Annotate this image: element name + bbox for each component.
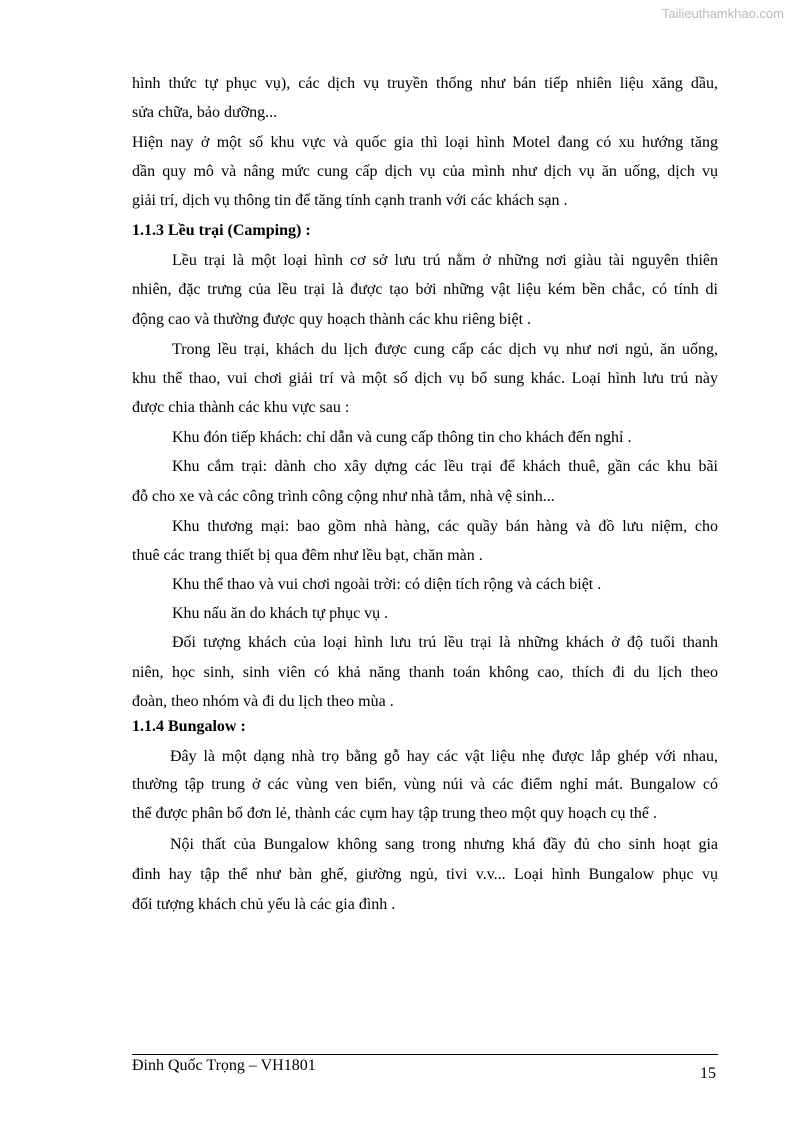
watermark: Tailieuthamkhao.com — [661, 6, 784, 21]
text-line: thuê các trang thiết bị qua đêm như lều bạt, chăn màn . — [132, 547, 483, 564]
text-line: sửa chữa, bảo dưỡng... — [132, 104, 278, 121]
text-line: niên, học sinh, sinh viên có khả năng thanh toán không cao, thích đi du lịch theo — [132, 664, 718, 681]
text-line: Đối tượng khách của loại hình lưu trú lều trại là những khách ở độ tuổi thanh — [172, 634, 718, 651]
section-heading: 1.1.4 Bungalow : — [132, 718, 246, 735]
text-line: nhiên, đặc trưng của lều trại là được tạo bởi những vật liệu kém bền chắc, có tính di — [132, 281, 718, 298]
footer-author: Đinh Quốc Trọng – VH1801 — [132, 1057, 316, 1074]
text-line: Trong lều trại, khách du lịch được cung cấp các dịch vụ như nơi ngủ, ăn uống, — [172, 341, 718, 358]
text-line: dần quy mô và nâng mức cung cấp dịch vụ của mình như dịch vụ ăn uống, dịch vụ — [132, 163, 718, 180]
page-number: 15 — [700, 1065, 716, 1082]
text-line: giải trí, dịch vụ thông tin để tăng tính cạnh tranh với các khách sạn . — [132, 192, 568, 209]
text-line: được chia thành các khu vực sau : — [132, 399, 350, 416]
text-line: thể được phân bố đơn lẻ, thành các cụm hay tập trung theo một quy hoạch cụ thể . — [132, 805, 657, 822]
text-line: đỗ cho xe và các công trình công cộng như nhà tắm, nhà vệ sinh... — [132, 488, 555, 505]
text-line: hình thức tự phục vụ), các dịch vụ truyền thống như bán tiếp nhiên liệu xăng dầu, — [132, 75, 718, 92]
text-line: đoàn, theo nhóm và đi du lịch theo mùa . — [132, 693, 394, 710]
text-line: thường tập trung ở các vùng ven biển, vùng núi và các điểm nghỉ mát. Bungalow có — [132, 776, 718, 793]
text-line: Lều trại là một loại hình cơ sở lưu trú nằm ở những nơi giàu tài nguyên thiên — [172, 252, 718, 269]
text-line: Khu thương mại: bao gồm nhà hàng, các quầy bán hàng và đồ lưu niệm, cho — [172, 518, 718, 535]
text-line: Khu đón tiếp khách: chỉ dẫn và cung cấp thông tin cho khách đến nghỉ . — [172, 429, 632, 446]
text-line: đối tượng khách chủ yếu là các gia đình . — [132, 896, 396, 913]
text-line: khu thể thao, vui chơi giải trí và một số dịch vụ bổ sung khác. Loại hình lưu trú này — [132, 370, 718, 387]
text-line: Khu thể thao và vui chơi ngoài trời: có diện tích rộng và cách biệt . — [172, 576, 602, 593]
text-line: đình hay tập thể như bàn ghế, giường ngủ, tivi v.v... Loại hình Bungalow phục vụ — [132, 866, 718, 883]
text-line: Hiện nay ở một số khu vực và quốc gia thì loại hình Motel đang có xu hướng tăng — [132, 134, 718, 151]
text-line: Nội thất của Bungalow không sang trong nhưng khá đầy đủ cho sinh hoạt gia — [170, 836, 718, 853]
text-line: Đây là một dạng nhà trọ bằng gỗ hay các vật liệu nhẹ được lắp ghép với nhau, — [170, 748, 718, 765]
text-line: Khu nấu ăn do khách tự phục vụ . — [172, 605, 389, 622]
text-line: Khu cắm trại: dành cho xây dựng các lều trại để khách thuê, gần các khu bãi — [172, 458, 718, 475]
footer-divider — [132, 1054, 718, 1055]
text-line: động cao và thường được quy hoạch thành các khu riêng biệt . — [132, 311, 532, 328]
section-heading: 1.1.3 Lều trại (Camping) : — [132, 222, 311, 239]
